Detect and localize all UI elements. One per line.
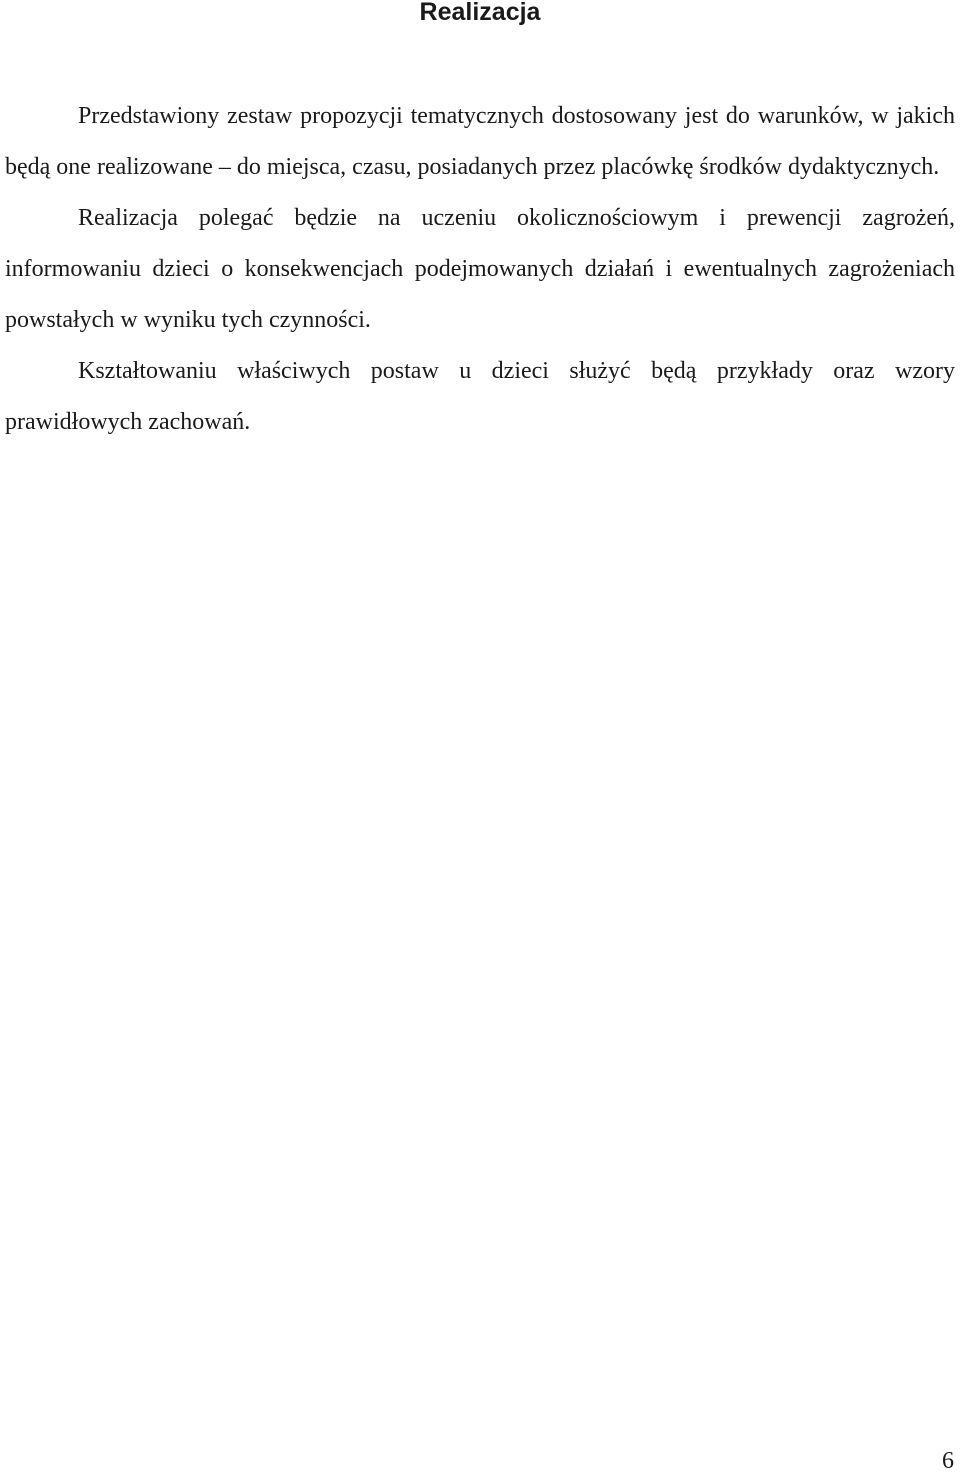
paragraph-1: Przedstawiony zestaw propozycji tematycznych dostosowany jest do warunków, w jakich będą one realizowane – do miejsca, czasu, posiadanych przez placówkę środków dydaktycznych. bbox=[5, 103, 955, 180]
section-heading: Realizacja bbox=[419, 0, 541, 26]
paragraph-2: Realizacja polegać będzie na uczeniu okolicznościowym i prewencji zagrożeń, informowaniu dzieci o konsekwencjach podejmowanych działań i ewentualnych zagrożeniach powstałych w wyniku tych czynności. bbox=[5, 205, 955, 333]
body-text bbox=[5, 91, 955, 448]
paragraph-3: Kształtowaniu właściwych postaw u dzieci służyć będą przykłady oraz wzory prawidłowych zachowań. bbox=[5, 358, 955, 435]
page-number: 6 bbox=[942, 1448, 954, 1474]
